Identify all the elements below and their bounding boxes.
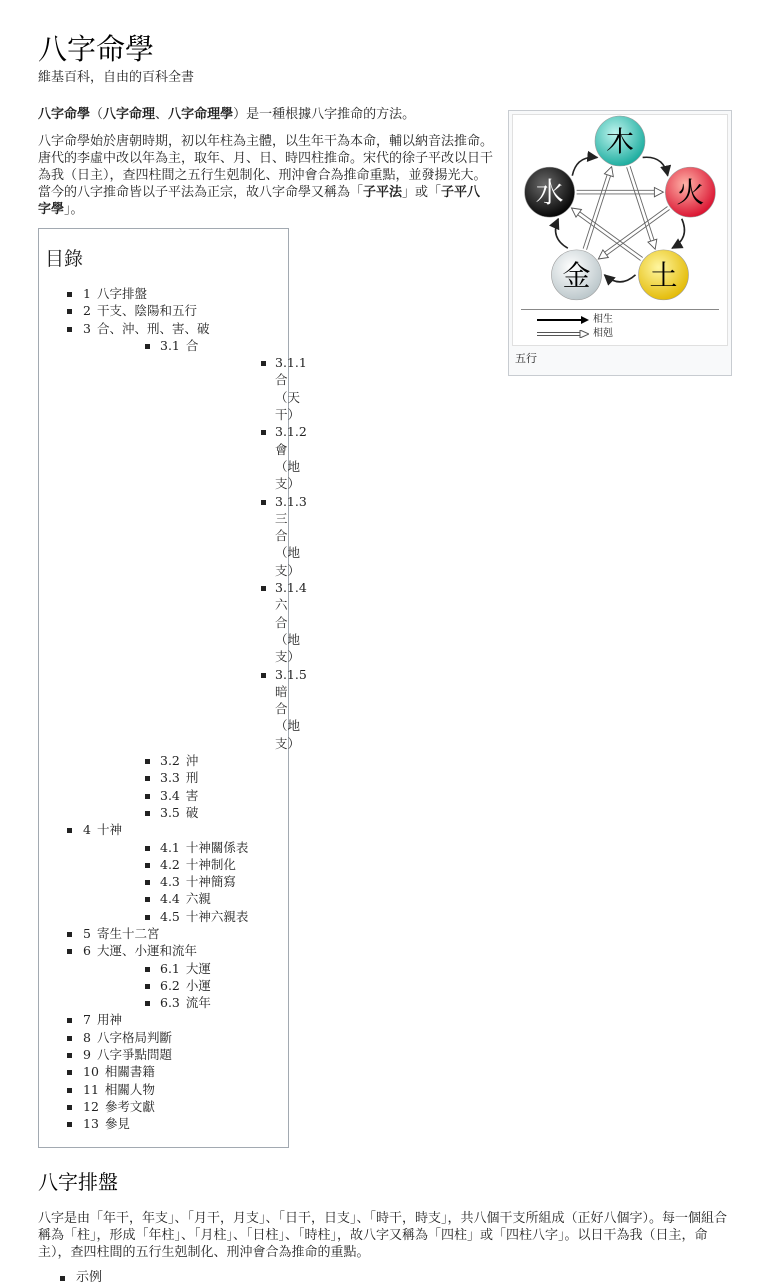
toc-link[interactable]: 大運、小運和流年 xyxy=(96,943,197,959)
toc-number: 3.5 xyxy=(160,804,180,820)
toc-link[interactable]: 合、沖、刑、害、破 xyxy=(96,320,210,336)
element-label: 木 xyxy=(605,125,635,158)
overcome-arrow-line xyxy=(587,174,612,250)
toc-link[interactable]: 寄生十二宮 xyxy=(96,925,160,941)
toc-number: 4.5 xyxy=(160,908,180,924)
overcome-arrow-head xyxy=(654,187,663,196)
term-bold: 八字命理學 xyxy=(168,107,234,122)
toc-item[interactable] xyxy=(83,804,280,821)
toc-title: 目錄 xyxy=(45,248,84,270)
toc-number: 6 xyxy=(83,943,91,959)
element-label: 水 xyxy=(535,176,564,210)
toc-link[interactable]: 合（天干） xyxy=(275,372,301,423)
legend-generate xyxy=(537,313,613,327)
toc-number: 2 xyxy=(83,303,91,319)
toc-item[interactable] xyxy=(45,1046,280,1063)
toc-number: 13 xyxy=(83,1116,99,1132)
toc-item[interactable] xyxy=(160,666,307,752)
intro-text: ）是一種根據八字推命的方法。 xyxy=(233,107,416,122)
intro-text: 八字命學始於唐朝時期，初以年柱為主體，以生年干為本命，輔以納音法推命。唐代的李虛中改以年為主，取年、月、日、時四柱推命。宋代的徐子平改以日干為我（日主），查四柱間之五行生剋制化、刑沖會合為推命重點，並發揚光大。當今的八字推命皆以子平法為正宗，故八字命學又稱為「 xyxy=(38,134,494,200)
toc-item[interactable] xyxy=(83,787,280,804)
toc-link[interactable]: 會（地支） xyxy=(275,441,301,492)
toc-link[interactable]: 八字格局判斷 xyxy=(96,1029,172,1045)
legend-overcome xyxy=(537,327,613,341)
toc-item[interactable] xyxy=(83,977,280,994)
list-item[interactable]: 示例 xyxy=(38,1269,738,1286)
intro-text: 」或「 xyxy=(402,185,442,200)
toc-item[interactable] xyxy=(160,579,307,665)
toc-link[interactable]: 參見 xyxy=(104,1116,130,1132)
wuxing-diagram xyxy=(513,115,727,305)
intro-paragraph-1 xyxy=(38,106,493,123)
toc-link[interactable]: 合 xyxy=(185,337,199,353)
section-list xyxy=(38,1269,738,1286)
toc-link[interactable]: 小運 xyxy=(185,977,211,993)
overcome-arrow-head xyxy=(648,239,657,249)
toc-item[interactable] xyxy=(45,1029,280,1046)
toc-link[interactable]: 流年 xyxy=(185,995,211,1011)
section-paragraph: 八字是由「年干，年支」、「月干，月支」、「日干，日支」、「時干，時支」，共八個干支所組成（正好八個字）。每一個組合稱為「柱」，形成「年柱」、「月柱」、「日柱」、「時柱」，故八字又稱為「四柱」或「四柱八字」。以日干為我（日主，命主），查四柱間的五行生剋制化、刑沖會合為推命的重點。 xyxy=(38,1210,728,1260)
toc-link[interactable]: 六合（地支） xyxy=(275,597,301,665)
toc-number: 5 xyxy=(83,925,91,941)
toc-number: 3.1.3 xyxy=(275,493,307,509)
figure-caption: 五行 xyxy=(515,352,537,365)
toc-item[interactable] xyxy=(45,942,280,1011)
page-title: 八字命學 xyxy=(38,32,155,66)
toc-link[interactable]: 大運 xyxy=(185,960,211,976)
hollow-arrow-icon xyxy=(537,330,589,338)
toc-link[interactable]: 六親 xyxy=(185,891,211,907)
element-label: 金 xyxy=(562,258,591,292)
overcome-arrow-line xyxy=(603,207,668,254)
toc-item[interactable] xyxy=(83,908,280,925)
toc-number: 10 xyxy=(83,1064,99,1080)
toc-link[interactable]: 十神 xyxy=(96,822,122,838)
toc-number: 6.3 xyxy=(160,995,180,1011)
toc-number: 4.2 xyxy=(160,856,180,872)
legend-overcome-label: 相剋 xyxy=(593,328,613,339)
toc-number: 9 xyxy=(83,1047,91,1063)
toc-link[interactable]: 沖 xyxy=(185,753,199,769)
toc-item[interactable] xyxy=(45,302,280,319)
toc-item[interactable] xyxy=(83,873,280,890)
toc-item[interactable] xyxy=(45,1115,280,1132)
toc-item[interactable] xyxy=(83,839,280,856)
toc-item[interactable] xyxy=(45,320,307,822)
toc-link[interactable]: 相關書籍 xyxy=(104,1064,155,1080)
toc-link[interactable]: 十神關係表 xyxy=(185,839,249,855)
toc-number: 3.1.4 xyxy=(275,580,307,596)
element-label: 土 xyxy=(649,258,678,292)
toc-item[interactable] xyxy=(83,752,280,769)
toc-link[interactable]: 參考文獻 xyxy=(104,1098,155,1114)
section-bazi-chart xyxy=(38,1168,738,1286)
toc-number: 3.2 xyxy=(160,753,180,769)
toc-number: 6.2 xyxy=(160,977,180,993)
toc-item[interactable] xyxy=(83,337,307,752)
overcome-arrow-head xyxy=(598,250,608,259)
toc-number: 4.4 xyxy=(160,891,180,907)
generate-arrow xyxy=(672,219,684,248)
overcome-arrow-head xyxy=(604,167,613,177)
toc-item[interactable] xyxy=(45,285,280,302)
element-label: 火 xyxy=(676,176,705,210)
overcome-arrow-line xyxy=(583,173,608,249)
toc-list xyxy=(45,285,307,1133)
intro-text: 、 xyxy=(155,107,169,122)
toc-link[interactable]: 破 xyxy=(185,804,199,820)
intro-paragraph-2 xyxy=(38,133,493,218)
term-bold: 子平法 xyxy=(363,185,403,200)
wuxing-image[interactable] xyxy=(512,114,728,346)
toc-number: 8 xyxy=(83,1029,91,1045)
intro-text: （ xyxy=(90,107,104,122)
toc-number: 3.1.2 xyxy=(275,424,307,440)
toc-number: 11 xyxy=(83,1081,99,1097)
toc-link[interactable]: 刑 xyxy=(185,770,199,786)
toc-item[interactable] xyxy=(83,856,280,873)
wuxing-figure[interactable] xyxy=(508,110,732,376)
intro xyxy=(38,106,493,218)
article xyxy=(38,30,738,1286)
toc-link[interactable]: 十神制化 xyxy=(185,856,236,872)
toc-item[interactable] xyxy=(45,821,280,925)
term-bold: 八字命理 xyxy=(103,107,156,122)
toc-item[interactable] xyxy=(83,769,280,786)
toc-number: 7 xyxy=(83,1012,91,1028)
toc-link[interactable]: 干支、陰陽和五行 xyxy=(96,303,197,319)
toc-number: 3.1.1 xyxy=(275,355,307,371)
page-subtitle: 維基百科，自由的百科全書 xyxy=(38,70,195,85)
toc-item[interactable] xyxy=(160,423,307,492)
intro-text: 」。 xyxy=(64,202,84,217)
overcome-arrow-line xyxy=(605,209,670,256)
toc-number: 3.1.5 xyxy=(275,666,307,682)
term-bold: 子平八字學 xyxy=(38,185,481,217)
toc-item[interactable] xyxy=(160,354,307,423)
toc-item[interactable] xyxy=(45,1081,280,1098)
generate-arrow xyxy=(556,219,568,248)
toc-number: 3.4 xyxy=(160,787,180,803)
toc-sublist xyxy=(160,354,307,752)
toc-sublist xyxy=(83,337,307,821)
toc-number: 4.1 xyxy=(160,839,180,855)
toc-link[interactable]: 相關人物 xyxy=(104,1081,155,1097)
generate-arrow xyxy=(605,275,636,282)
section-heading: 八字排盤 xyxy=(38,1169,118,1194)
toc-link[interactable]: 三合（地支） xyxy=(275,510,301,578)
legend-divider xyxy=(521,309,719,310)
toc-link[interactable]: 暗合（地支） xyxy=(275,683,301,751)
toc-link[interactable]: 害 xyxy=(185,787,199,803)
generate-arrow xyxy=(572,157,597,175)
toc-item[interactable] xyxy=(83,960,280,977)
toc-number: 4.3 xyxy=(160,874,180,890)
figure-legend xyxy=(537,313,613,341)
toc-number: 3.1 xyxy=(160,337,180,353)
toc-sublist xyxy=(83,839,280,925)
toc-number: 3 xyxy=(83,320,91,336)
toc-link[interactable]: 十神簡寫 xyxy=(185,874,236,890)
generate-arrow xyxy=(643,157,668,175)
solid-arrow-icon xyxy=(537,316,589,324)
toc-number: 6.1 xyxy=(160,960,180,976)
toc-item[interactable] xyxy=(83,994,280,1011)
table-of-contents xyxy=(38,228,307,1148)
toc-item[interactable] xyxy=(45,1063,280,1080)
toc-number: 1 xyxy=(83,286,91,301)
legend-generate-label: 相生 xyxy=(593,314,613,325)
toc-item[interactable] xyxy=(83,890,280,907)
toc-item[interactable] xyxy=(45,925,280,942)
toc-link[interactable]: 用神 xyxy=(96,1012,122,1028)
toc-link[interactable]: 十神六親表 xyxy=(185,908,249,924)
overcome-arrow-head xyxy=(571,208,581,217)
toc-number: 3.3 xyxy=(160,770,180,786)
toc-item[interactable] xyxy=(45,1098,280,1115)
toc-item[interactable] xyxy=(45,1011,280,1028)
toc-item[interactable] xyxy=(160,493,307,579)
toc-sublist xyxy=(83,960,280,1012)
toc-number: 4 xyxy=(83,822,91,838)
term-bold: 八字命學 xyxy=(38,107,91,122)
toc-link[interactable]: 八字排盤 xyxy=(96,286,147,301)
toc-link[interactable]: 八字爭點問題 xyxy=(96,1047,172,1063)
toc-number: 12 xyxy=(83,1098,99,1114)
